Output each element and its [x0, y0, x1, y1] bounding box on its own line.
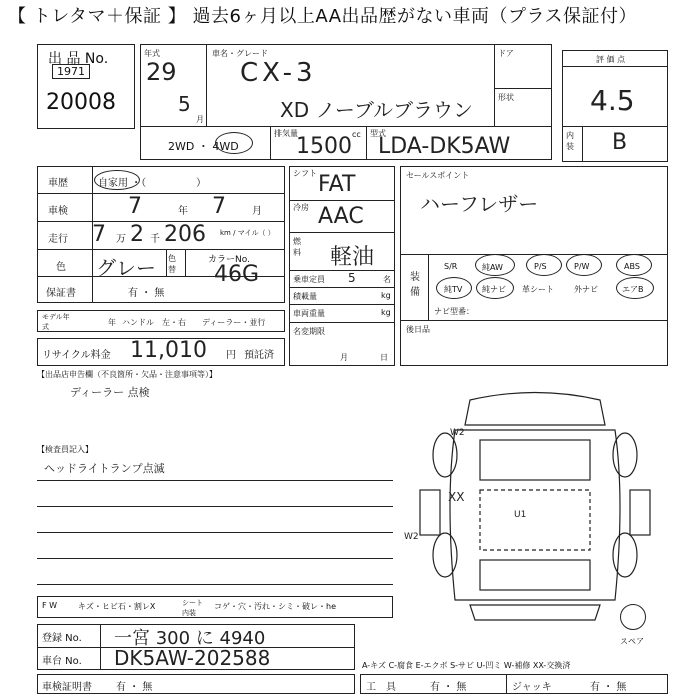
displacement-label: 排気量: [274, 129, 298, 138]
damage-w2b: W2: [404, 532, 419, 542]
fw-seat: シート内装: [182, 599, 203, 617]
inspector-text: ヘッドライトランプ点滅: [44, 462, 165, 475]
history-selected-circle: [94, 170, 140, 190]
shift-value: FAT: [318, 172, 356, 197]
capacity-unit: 名: [383, 275, 391, 284]
dealer-options: ディーラー・並行: [202, 318, 266, 327]
score-value: 4.5: [590, 84, 635, 117]
inspection-year-unit: 年: [178, 206, 188, 217]
year-label: 年式: [144, 49, 160, 58]
equipment-label: 装備: [410, 272, 420, 298]
shift-label: シフト: [293, 169, 317, 178]
load-unit: kg: [381, 291, 391, 300]
drive-selected-circle: [215, 132, 253, 154]
eq-aw-circle: [475, 254, 515, 276]
capacity-label: 乗車定員: [293, 275, 325, 284]
model-label: 車名・グレード: [212, 49, 268, 58]
memo-label: 後日品: [406, 325, 430, 334]
interior-label: 内装: [566, 131, 574, 151]
color-code: 46G: [214, 262, 260, 287]
chassis-value: DK5AW-202588: [114, 646, 271, 670]
mileage-unit: km / マイル（ ）: [220, 229, 275, 237]
inspection-month-unit: 月: [252, 206, 262, 217]
wheel-rr: [613, 533, 637, 577]
year-month: 5: [178, 92, 191, 116]
eq-sr: S/R: [444, 262, 458, 271]
aircon-value: AAC: [318, 204, 364, 229]
drive-options: 2WD ・ 4WD: [168, 140, 239, 153]
warranty-options: 有 ・ 無: [128, 288, 165, 299]
eq-airbag: エアB: [622, 285, 644, 294]
color-value: グレー: [96, 256, 156, 280]
eq-abs: ABS: [624, 262, 640, 271]
recycle-unit: 円: [226, 350, 236, 361]
year-value: 29: [146, 58, 177, 86]
eq-airbag-circle: [616, 277, 654, 299]
registration-label: 登録 No.: [42, 633, 82, 644]
page-title: 【 トレタマ＋保証 】 過去6ヶ月以上AA出品歴がない車両（プラス保証付）: [8, 6, 637, 27]
tools-label: 工 具: [366, 682, 396, 693]
model-grade: XD ノーブルブラウン: [280, 98, 474, 122]
cert-label: 車検証明書: [42, 682, 92, 693]
tools-options: 有 ・ 無: [430, 682, 467, 693]
year-month-unit: 月: [196, 115, 204, 124]
damage-legend: A-キズ C-腐食 E-エクボ S-サビ U-凹ミ W-補修 XX-交換済: [362, 661, 571, 670]
inspection-year: 7: [128, 194, 142, 219]
eq-leather: 革シート: [522, 285, 554, 294]
color-change-label: 色替: [168, 254, 176, 274]
mirror-right: [630, 490, 650, 535]
type-value: LDA-DK5AW: [378, 134, 511, 159]
car-hood: [480, 440, 590, 480]
eq-ps: P/S: [534, 262, 547, 271]
eq-aw: 純AW: [482, 263, 503, 272]
eq-ext-navi: 外ナビ: [574, 285, 598, 294]
fuel-value: 軽油: [330, 245, 375, 270]
navi-model-label: ナビ型番：: [434, 307, 474, 316]
mileage-a: 7: [92, 222, 106, 247]
mileage-unit-a: 万: [116, 234, 126, 245]
handle-options: ハンドル 左・右: [122, 318, 186, 327]
lot-number: 20008: [46, 90, 116, 115]
aircon-label: 冷房: [293, 203, 309, 212]
eq-navi: 純ナビ: [482, 285, 506, 294]
mileage-c: 206: [164, 222, 206, 247]
warranty-label: 保証書: [46, 288, 76, 299]
history-label: 車歴: [48, 178, 68, 189]
eq-tv-circle: [436, 277, 472, 299]
damage-u1: U1: [514, 510, 527, 520]
color-label: 色: [56, 262, 66, 273]
eq-pw-circle: [566, 254, 602, 276]
spare-circle: [620, 604, 646, 630]
change-date-month: 月: [340, 353, 348, 362]
fw-text: キズ・ヒビ石・割レX: [78, 602, 156, 611]
eq-pw: P/W: [574, 262, 590, 271]
car-trunk: [480, 560, 590, 590]
mileage-b: 2: [130, 222, 144, 247]
inspector-label: 【検査員記入】: [37, 445, 93, 454]
type-label: 型式: [370, 129, 386, 138]
car-damage-diagram: [400, 380, 670, 625]
wheel-fl: [433, 433, 457, 477]
recycle-deposit: 預託済: [244, 350, 274, 361]
fw-items: コゲ・穴・汚れ・シミ・破レ・he: [214, 602, 336, 611]
model-name: CX-3: [240, 58, 317, 88]
car-cabin: [480, 490, 590, 550]
change-date-label: 名変期限: [293, 327, 325, 336]
color-code-label: カラーNo.: [208, 255, 250, 265]
fuel-label: 燃料: [293, 237, 301, 257]
mirror-left: [420, 490, 440, 535]
change-date-day: 日: [380, 353, 388, 362]
damage-w2a: W2: [450, 428, 465, 438]
history-value: 自家用 ・（ ）: [98, 178, 207, 189]
interior-value: B: [612, 130, 628, 155]
mileage-label: 走行: [48, 234, 68, 245]
chassis-label: 車台 No.: [42, 656, 82, 667]
displacement-unit: cc: [352, 130, 361, 139]
recycle-value: 11,010: [130, 338, 207, 363]
door-label: ドア: [498, 49, 514, 58]
bumper-rear: [470, 605, 600, 620]
model-year-label: モデル年式: [42, 313, 70, 331]
shape-label: 形状: [498, 93, 514, 102]
wheel-rl: [433, 533, 457, 577]
car-body-outline: [450, 430, 620, 600]
damage-xx: XX: [448, 490, 465, 504]
eq-tv: 純TV: [444, 285, 463, 294]
displacement-value: 1500: [296, 134, 352, 159]
eq-navi-circle: [476, 277, 514, 299]
weight-unit: kg: [381, 308, 391, 317]
capacity-value: 5: [348, 271, 356, 285]
fw-label: F W: [42, 601, 58, 610]
seller-note-text: ディーラー 点検: [70, 386, 150, 399]
jack-options: 有 ・ 無: [590, 682, 627, 693]
inspection-label: 車検: [48, 206, 68, 217]
jack-label: ジャッキ: [512, 682, 552, 693]
sales-point-label: セールスポイント: [406, 171, 470, 180]
car-roof-outline: [465, 393, 605, 426]
cert-options: 有 ・ 無: [116, 682, 153, 693]
spare-label: スペア: [620, 637, 644, 646]
weight-label: 車両重量: [293, 309, 325, 318]
recycle-label: リサイクル料金: [42, 350, 111, 361]
registration-value: 一宮 300 に 4940: [114, 628, 266, 649]
lot-sub: 1971: [52, 64, 90, 79]
mileage-unit-b: 千: [150, 234, 160, 245]
wheel-fr: [613, 433, 637, 477]
seller-note-label: 【出品店申告欄（不良箇所・欠品・注意事項等）】: [37, 370, 217, 379]
model-year-unit: 年: [108, 318, 116, 327]
eq-ps-circle: [526, 254, 562, 276]
inspection-month: 7: [212, 194, 226, 219]
lot-label: 出 品 No.: [48, 51, 109, 67]
eq-abs-circle: [616, 254, 652, 276]
load-label: 積載量: [293, 292, 317, 301]
score-label: 評 価 点: [596, 55, 626, 64]
sales-point-value: ハーフレザー: [420, 192, 539, 216]
